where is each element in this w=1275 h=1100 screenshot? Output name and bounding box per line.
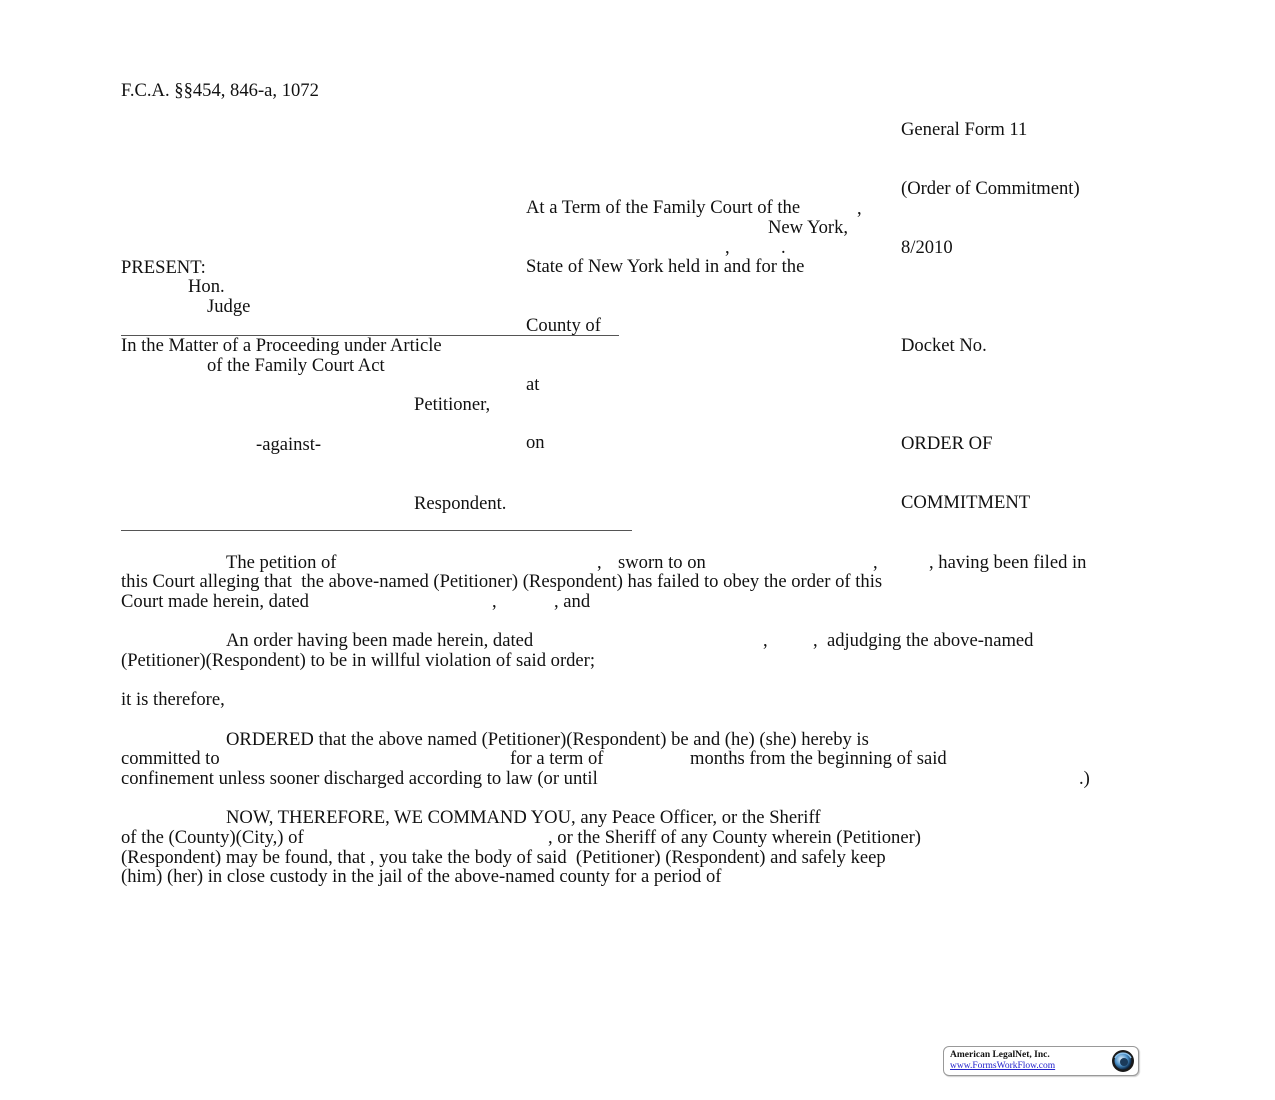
p1-text-e: , having been filed in bbox=[929, 552, 1087, 573]
p5-line-2b: , or the Sheriff of any County wherein (Petitioner) bbox=[548, 827, 921, 848]
caption-line-5: on bbox=[526, 432, 545, 454]
p2-text-c: , adjudging the above-named bbox=[813, 630, 1034, 651]
judge-label: Judge bbox=[207, 296, 251, 317]
caption-line-3: County of bbox=[526, 314, 601, 336]
state-name: New York, bbox=[768, 217, 849, 238]
p1-text-d: , bbox=[873, 552, 878, 573]
petitioner-label: Petitioner, bbox=[414, 394, 491, 415]
p1-line-3c: , and bbox=[554, 591, 591, 612]
caption-line-2: State of New York held in and for the bbox=[526, 255, 805, 277]
p1-line-2: this Court alleging that the above-named (Petitioner) (Respondent) has failed to obey the order of this bbox=[121, 571, 883, 592]
statute-reference: F.C.A. §§454, 846-a, 1072 bbox=[121, 80, 319, 101]
p4-line-3b: .) bbox=[1079, 768, 1090, 789]
form-date: 8/2010 bbox=[901, 236, 953, 258]
p1-line-3a: Court made herein, dated bbox=[121, 591, 309, 612]
p4-line-3a: confinement unless sooner discharged according to law (or until bbox=[121, 768, 598, 789]
p2-text-a: An order having been made herein, dated bbox=[226, 630, 534, 651]
court-caption bbox=[526, 159, 804, 473]
form-name: General Form 11 bbox=[901, 119, 1028, 141]
caption-line-4: at bbox=[526, 373, 540, 395]
docket-label: Docket No. bbox=[901, 335, 987, 356]
document-title bbox=[901, 395, 1030, 532]
p4-line-2b: for a term of bbox=[510, 748, 604, 769]
p5-line-1: NOW, THEREFORE, WE COMMAND YOU, any Peace Officer, or the Sheriff bbox=[226, 807, 821, 828]
against-label: -against- bbox=[256, 434, 322, 455]
p2-line-2: (Petitioner)(Respondent) to be in willful violation of said order; bbox=[121, 650, 596, 671]
date-comma: , bbox=[725, 237, 730, 258]
p4-line-1: ORDERED that the above named (Petitioner)(Respondent) be and (he) (she) hereby is bbox=[226, 729, 869, 750]
hon-label: Hon. bbox=[188, 276, 225, 297]
p5-line-4: (him) (her) in close custody in the jail of the above-named county for a period of bbox=[121, 866, 722, 887]
p1-text-b: , bbox=[597, 552, 602, 573]
matter-line-2: of the Family Court Act bbox=[207, 355, 385, 376]
present-label: PRESENT: bbox=[121, 257, 206, 278]
publisher-link[interactable]: www.FormsWorkFlow.com bbox=[950, 1061, 1056, 1071]
matter-line-1: In the Matter of a Proceeding under Article bbox=[121, 335, 442, 356]
p5-line-2a: of the (County)(City,) of bbox=[121, 827, 304, 848]
p1-text-a: The petition of bbox=[226, 552, 337, 573]
county-comma: , bbox=[857, 198, 862, 219]
title-line-1: ORDER OF bbox=[901, 433, 993, 455]
caption-bottom-rule bbox=[121, 530, 632, 531]
caption-line-1: At a Term of the Family Court of the bbox=[526, 197, 801, 219]
p5-line-3: (Respondent) may be found, that , you take the body of said (Petitioner) (Respondent) and safely keep bbox=[121, 847, 886, 868]
paragraph-therefore: it is therefore, bbox=[121, 689, 225, 710]
globe-logo-icon bbox=[1111, 1049, 1135, 1073]
p2-text-b: , bbox=[763, 630, 768, 651]
title-line-2: COMMITMENT bbox=[901, 491, 1031, 513]
form-subtitle: (Order of Commitment) bbox=[901, 177, 1080, 199]
publisher-name: American LegalNet, Inc. bbox=[950, 1050, 1050, 1060]
p1-text-c: sworn to on bbox=[618, 552, 706, 573]
p4-line-2c: months from the beginning of said bbox=[690, 748, 947, 769]
p4-line-2a: committed to bbox=[121, 748, 220, 769]
publisher-badge bbox=[943, 1046, 1139, 1076]
form-info bbox=[901, 81, 1080, 277]
respondent-label: Respondent. bbox=[414, 493, 507, 514]
date-period: . bbox=[781, 237, 786, 258]
p1-line-3b: , bbox=[492, 591, 497, 612]
